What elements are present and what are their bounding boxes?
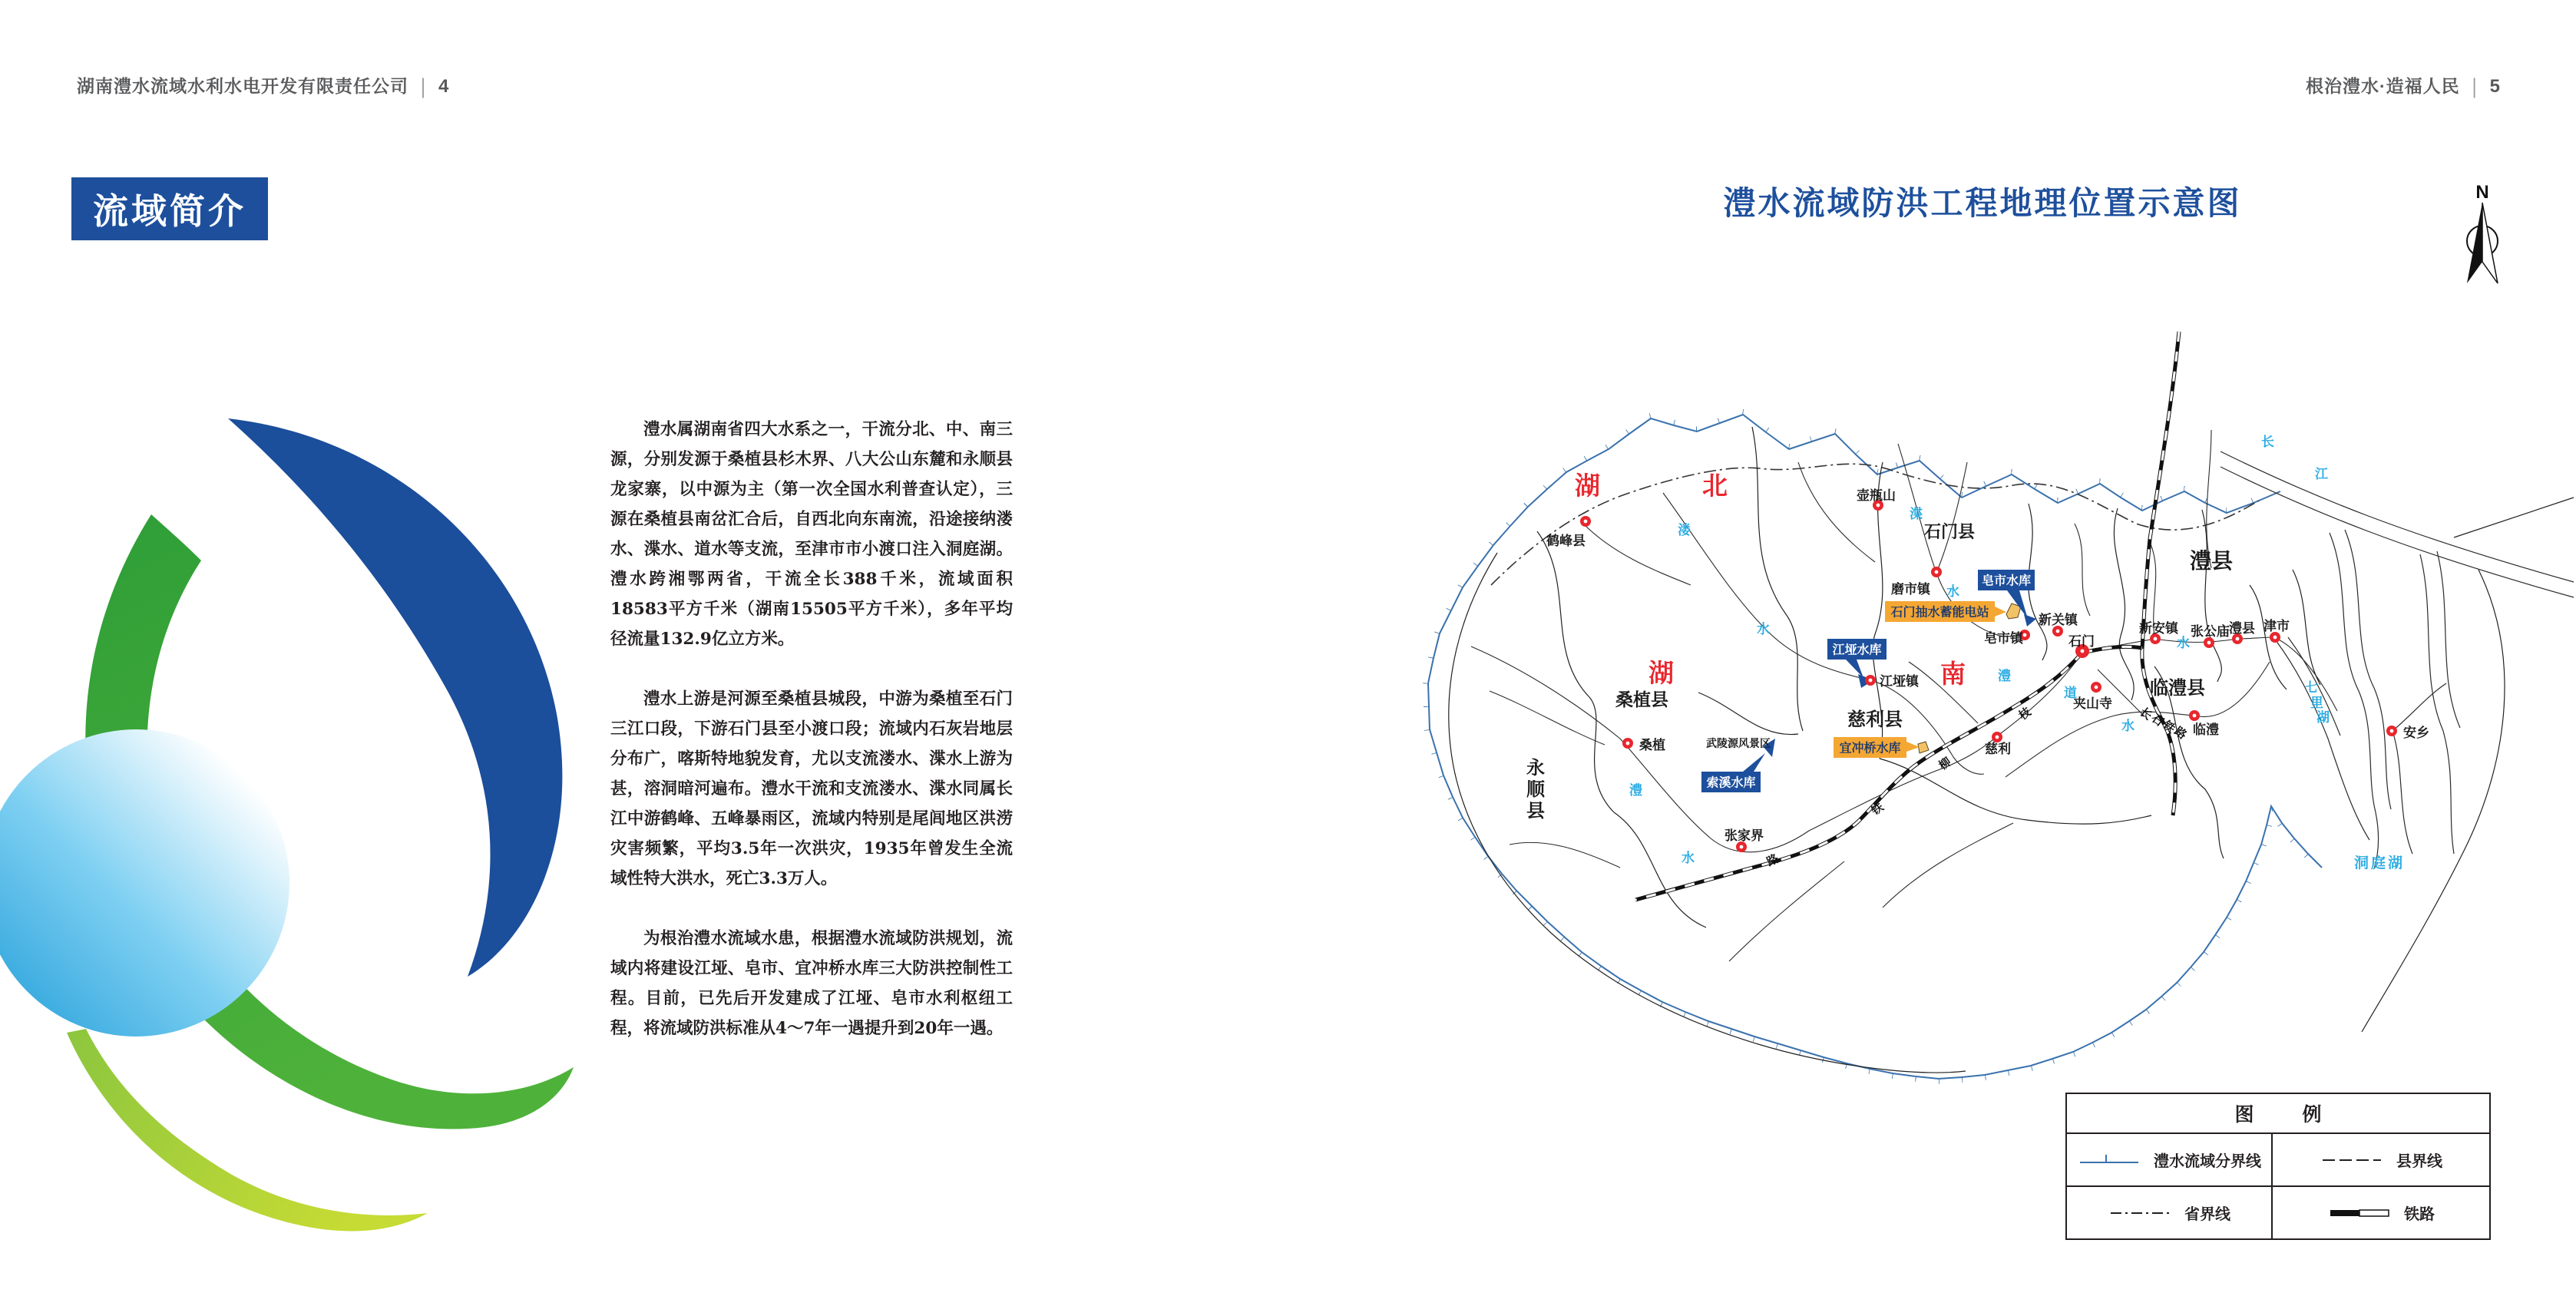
town-dot-center bbox=[2207, 641, 2211, 645]
company-name: 湖南澧水流域水利水电开发有限责任公司 bbox=[77, 76, 408, 96]
railway-name-char: 长 bbox=[2137, 705, 2154, 723]
legend-item-county-boundary bbox=[2273, 1134, 2489, 1187]
county-label: 顺 bbox=[1526, 779, 1545, 800]
railway-name-char: 枝 bbox=[2016, 705, 2034, 723]
town-dot-center bbox=[1996, 736, 1999, 739]
province-name-char: 湖 bbox=[1648, 659, 1674, 687]
town-label: 江垭镇 bbox=[1880, 674, 1919, 689]
town-label: 皂市镇 bbox=[1984, 631, 2023, 646]
town-dot-center bbox=[2154, 637, 2158, 641]
county-label: 县 bbox=[1526, 801, 1545, 822]
river-name-char: 水 bbox=[1946, 584, 1959, 599]
county-label: 桑植县 bbox=[1615, 689, 1668, 709]
river-name-char: 水 bbox=[2177, 636, 2190, 650]
header-divider: | bbox=[421, 74, 426, 98]
reservoir-label: 江垭水库 bbox=[1832, 643, 1882, 657]
town-label: 澧县 bbox=[2229, 621, 2255, 636]
section-title-basin-introduction bbox=[71, 177, 268, 240]
basin-introduction-text bbox=[610, 415, 1013, 1073]
town-label: 安乡 bbox=[2403, 726, 2429, 740]
legend-item-province-boundary bbox=[2067, 1187, 2273, 1238]
reservoir-pointer bbox=[1906, 742, 1920, 752]
paragraph-3: 为根治澧水流域水患，根据澧水流域防洪规划，流域内将建设江垭、皂市、宜冲桥水库三大防洪控制性工程。目前，已先后开发建成了江垭、皂市水利枢纽工程，将流域防洪标准从4～7年一遇提升到20年一遇。 bbox=[610, 929, 1013, 1038]
town-label: 张公庙 bbox=[2191, 624, 2230, 639]
header-left bbox=[77, 72, 449, 98]
river-name-char: 长 bbox=[2261, 435, 2274, 449]
town-dot-center bbox=[1584, 520, 1588, 524]
reservoir-pointer bbox=[1995, 607, 2006, 617]
river-name-char: 七 bbox=[2305, 680, 2318, 695]
legend-item-railway bbox=[2273, 1187, 2489, 1238]
map-legend bbox=[2065, 1093, 2491, 1240]
reservoir-pointer bbox=[1743, 753, 1765, 772]
river-name-char: 水 bbox=[2121, 719, 2135, 733]
page-number-left: 4 bbox=[438, 76, 450, 97]
header-divider: | bbox=[2472, 74, 2478, 98]
river-name-char: 澧 bbox=[1998, 669, 2011, 683]
lake-label: 洞庭湖 bbox=[2354, 855, 2406, 871]
town-label: 新安镇 bbox=[2139, 621, 2178, 636]
county-label: 澧县 bbox=[2190, 549, 2234, 573]
town-label: 津市 bbox=[2264, 619, 2290, 633]
legend-label: 县界线 bbox=[2396, 1153, 2442, 1170]
town-label: 鹤峰县 bbox=[1546, 534, 1586, 548]
river-name-char: 水 bbox=[1757, 622, 1770, 636]
reservoir-label: 皂市水库 bbox=[1981, 574, 2032, 588]
river-name-char: 湖 bbox=[2316, 710, 2330, 725]
railway-name-char: 石 bbox=[2148, 711, 2166, 729]
town-dot-center bbox=[2193, 714, 2197, 718]
reservoir-label: 宜冲桥水库 bbox=[1839, 742, 1901, 755]
town-dot-center bbox=[1626, 742, 1630, 746]
county-boundary-symbol bbox=[2320, 1153, 2386, 1167]
river-name-char: 澧 bbox=[1629, 783, 1642, 798]
reservoir-pointer bbox=[1846, 660, 1863, 678]
province-boundary-line bbox=[1491, 464, 2259, 585]
province-name-char: 南 bbox=[1940, 660, 1966, 688]
railway-name-char: 路 bbox=[1764, 851, 1781, 869]
town-dot-center bbox=[2095, 686, 2098, 689]
reservoir-label: 索溪水库 bbox=[1706, 776, 1756, 790]
town-dot-center bbox=[2273, 636, 2277, 640]
paragraph-2: 澧水上游是河源至桑植县城段，中游为桑植至石门三江口段，下游石门县至小渡口段；流域内石灰岩地层分布广，喀斯特地貌发育，尤以支流溇水、渫水上游为甚，溶洞暗河遍布。澧水干流和支流溇水、渫水同属长江中游鹤峰、五峰暴雨区，流域内特别是尾闾地区洪涝灾害频繁，平均3.5年一次洪灾，1935年曾发生全流域性特大洪水，死亡3.3万人。 bbox=[610, 689, 1013, 888]
town-label: 张家界 bbox=[1724, 828, 1764, 843]
railway-name-char: 铁 bbox=[1869, 800, 1887, 818]
county-label: 石门县 bbox=[1924, 522, 1976, 541]
province-name-char: 湖 bbox=[1575, 471, 1600, 500]
railway-name-char: 铁 bbox=[2160, 718, 2178, 736]
legend-label: 铁路 bbox=[2404, 1206, 2435, 1223]
town-label: 夹山寺 bbox=[2073, 696, 2112, 711]
river-name-char: 道 bbox=[2064, 686, 2077, 700]
paragraph-1: 澧水属湖南省四大水系之一，干流分北、中、南三源，分别发源于桑植县杉木界、八大公山东麓和永顺县龙家寨，以中源为主（第一次全国水利普查认定），三源在桑植县南岔汇合后，自西北向东南流，沿途接纳溇水、渫水、道水等支流，至津市市小渡口注入洞庭湖。澧水跨湘鄂两省，干流全长388千米，流域面积18583平方千米（湖南15505平方千米），多年平均径流量132.9亿立方米。 bbox=[610, 420, 1013, 649]
railway-name-char: 路 bbox=[2171, 724, 2189, 742]
town-dot-center bbox=[2236, 637, 2240, 641]
legend-label: 澧水流域分界线 bbox=[2154, 1153, 2261, 1170]
company-logo bbox=[0, 399, 600, 1306]
basin-boundary-symbol bbox=[2077, 1153, 2143, 1167]
section-title-text: 流域简介 bbox=[93, 191, 246, 231]
railway-symbol bbox=[2327, 1206, 2393, 1220]
dam-symbol bbox=[1918, 742, 1929, 753]
county-label: 慈利县 bbox=[1847, 709, 1903, 730]
river-name-char: 里 bbox=[2310, 696, 2323, 710]
town-dot-center bbox=[1740, 845, 1744, 849]
legend-title: 图 例 bbox=[2067, 1094, 2489, 1134]
province-boundary-symbol bbox=[2108, 1206, 2174, 1220]
legend-label: 省界线 bbox=[2184, 1206, 2230, 1223]
reservoir-label: 石门抽水蓄能电站 bbox=[1890, 606, 1989, 620]
province-name-char: 北 bbox=[1702, 471, 1728, 500]
county-label: 临澧县 bbox=[2150, 678, 2205, 699]
slogan: 根治澧水·造福人民 bbox=[2305, 76, 2460, 96]
county-label: 永 bbox=[1526, 758, 1545, 779]
town-label: 临澧 bbox=[2193, 722, 2219, 737]
town-dot-center bbox=[1869, 679, 1873, 683]
town-dot-center bbox=[1935, 570, 1939, 574]
page-number-right: 5 bbox=[2489, 76, 2501, 97]
town-label: 石门 bbox=[2068, 634, 2095, 649]
town-dot-center bbox=[2081, 650, 2085, 653]
town-dot-center bbox=[1877, 504, 1880, 508]
river-name-char: 溇 bbox=[1678, 523, 1691, 537]
river-name-char: 渫 bbox=[1910, 507, 1923, 521]
river-name-char: 水 bbox=[1682, 851, 1695, 865]
compass-north-icon bbox=[2453, 175, 2524, 292]
header-right bbox=[2306, 72, 2501, 98]
legend-item-basin-boundary bbox=[2067, 1134, 2273, 1187]
town-label: 新关镇 bbox=[2039, 613, 2078, 627]
town-dot-center bbox=[2390, 729, 2394, 733]
town-label: 壶瓶山 bbox=[1857, 488, 1896, 503]
scenic-area-label: 武陵源风景区 bbox=[1706, 737, 1771, 749]
svg-text:N: N bbox=[2475, 182, 2489, 203]
yangtze-and-channels bbox=[2221, 451, 2574, 869]
town-label: 慈利 bbox=[1985, 742, 2011, 756]
map-title: 澧水流域防洪工程地理位置示意图 bbox=[1723, 185, 2242, 221]
river-name-char: 江 bbox=[2315, 467, 2328, 481]
town-dot-center bbox=[2023, 633, 2027, 637]
town-dot-center bbox=[2056, 630, 2060, 633]
river-network bbox=[1471, 430, 2337, 961]
logo-lime-wave bbox=[67, 1029, 428, 1231]
town-label: 桑植 bbox=[1639, 738, 1665, 752]
town-label: 磨市镇 bbox=[1891, 582, 1930, 597]
railway-name-char: 柳 bbox=[1936, 755, 1954, 773]
